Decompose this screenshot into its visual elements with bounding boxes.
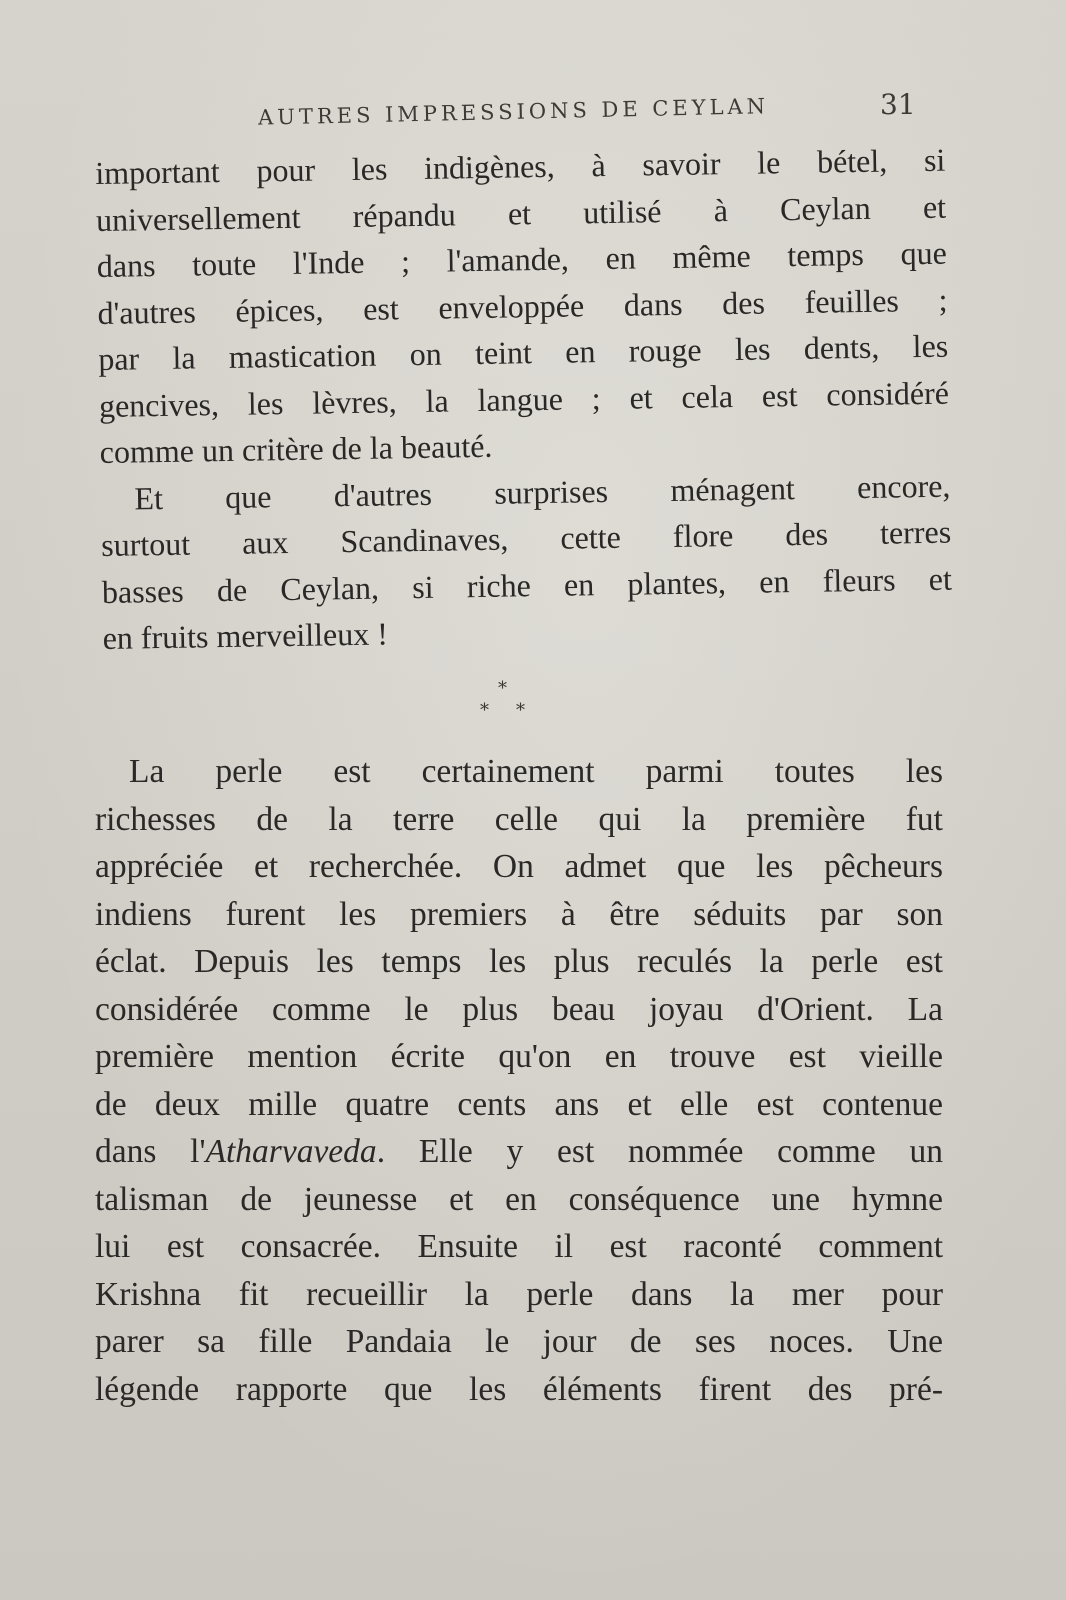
paragraph-3-line-with-italic [95, 1128, 943, 1176]
asterism-star: * [498, 678, 507, 699]
line-text: dans l' [95, 1133, 206, 1170]
paragraph-2-line: en fruits merveilleux ! [102, 615, 389, 656]
paragraph-1-line: d'autres épices, est enveloppée dans des feuilles ; [97, 281, 948, 331]
paragraph-1-line: universellement répandu et utilisé à Ceylan et [95, 188, 947, 238]
paragraph-3-line: talisman de jeunesse et en conséquence une hymne [95, 1180, 943, 1218]
upper-text-block [95, 137, 953, 662]
paragraph-1-line: gencives, les lèvres, la langue ; et cela est considéré [98, 374, 950, 424]
atharvaveda-title: Atharvaveda [205, 1133, 377, 1170]
paragraph-1-line: comme un critère de la beauté. [99, 427, 493, 470]
asterism-star: * [480, 700, 489, 721]
paragraph-3-line: parer sa fille Pandaia le jour de ses noces. Une [95, 1323, 943, 1360]
paragraph-3-line: appréciée et recherchée. On admet que les pêcheurs [95, 848, 943, 885]
paragraph-3-line: lui est consacrée. Ensuite il est raconté comment [95, 1228, 943, 1265]
line-text: . Elle y est nommée comme un [376, 1133, 943, 1170]
section-break-asterism [470, 678, 540, 728]
paragraph-2-line: surtout aux Scandinaves, cette flore des terres [100, 513, 952, 563]
paragraph-3-line: La perle est certainement parmi toutes les [129, 753, 943, 790]
paragraph-3-line: richesses de la terre celle qui la première fut [95, 800, 943, 838]
asterism-star: * [516, 700, 525, 721]
paragraph-3-line: indiens furent les premiers à être séduits par son [95, 895, 943, 933]
lower-text-block [95, 748, 943, 1413]
paragraph-3-line: de deux mille quatre cents ans et elle est contenue [95, 1085, 943, 1123]
running-title: AUTRES IMPRESSIONS DE CEYLAN [257, 94, 770, 130]
paragraph-3-line: éclat. Depuis les temps les plus reculés la perle est [95, 943, 943, 980]
paragraph-3-line: considérée comme le plus beau joyau d'Orient. La [95, 990, 943, 1028]
paragraph-1-line: par la mastication on teint en rouge les dents, les [98, 327, 949, 377]
paragraph-2-line: Et que d'autres surprises ménagent encore, [134, 467, 951, 516]
paragraph-3-line: Krishna fit recueillir la perle dans la mer pour [95, 1275, 943, 1313]
paragraph-1-line: dans toute l'Inde ; l'amande, en même temps que [96, 234, 947, 284]
paragraph-2-line: basses de Ceylan, si riche en plantes, en fleurs et [101, 560, 953, 610]
paragraph-3-line: première mention écrite qu'on en trouve est vieille [95, 1038, 943, 1075]
paragraph-1-line: important pour les indigènes, à savoir le bétel, si [95, 141, 946, 191]
paragraph-3-line: légende rapporte que les éléments firent des pré- [95, 1370, 943, 1408]
page-number: 31 [880, 88, 916, 121]
